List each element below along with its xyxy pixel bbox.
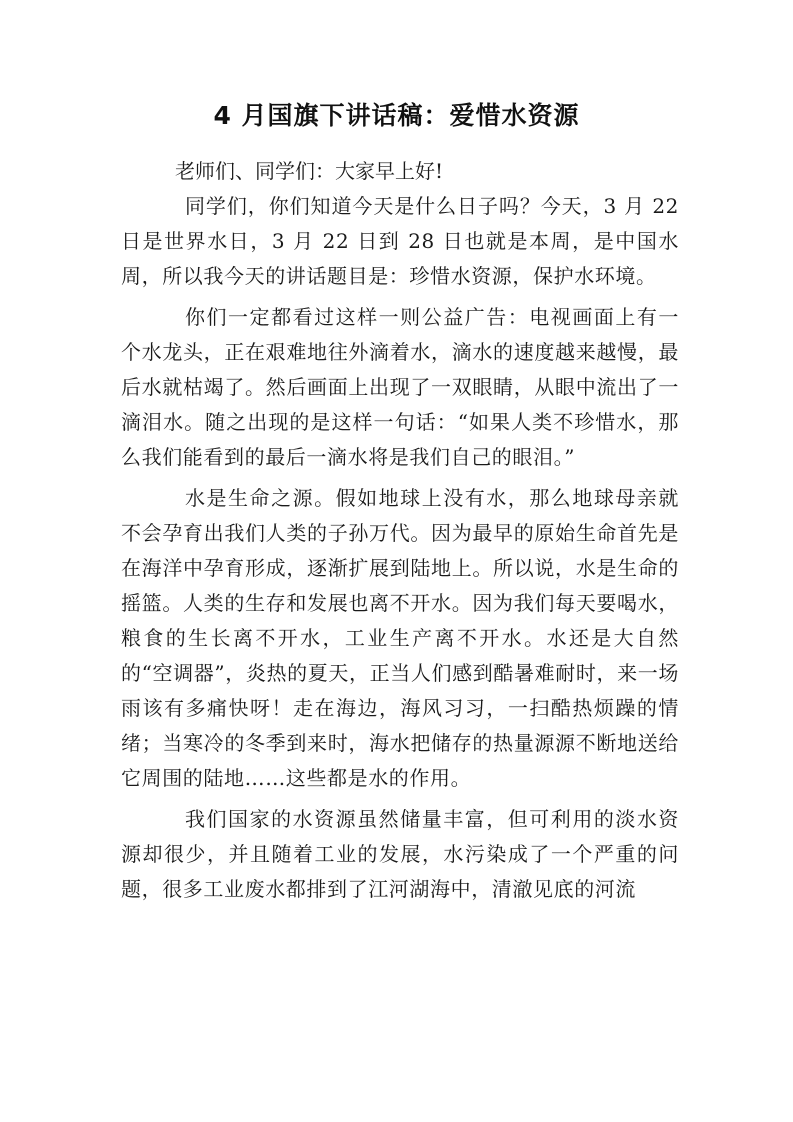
document-body	[121, 154, 679, 913]
paragraph-source-of-life: 水是生命之源。假如地球上没有水，那么地球母亲就不会孕育出我们人类的子孙万代。因为最早的原始生命首先是在海洋中孕育形成，逐渐扩展到陆地上。所以说，水是生命的摇篮。人类的生存和发展也离不开水。因为我们每天要喝水，粮食的生长离不开水，工业生产离不开水。水还是大自然的“空调器”，炎热的夏天，正当人们感到酷暑难耐时，来一场雨该有多痛快呀！走在海边，海风习习，一扫酷热烦躁的情绪；当寒冷的冬季到来时，海水把储存的热量源源不断地送给它周围的陆地……这些都是水的作用。	[121, 486, 679, 790]
paragraph-water-day: 同学们，你们知道今天是什么日子吗？今天，3 月 22 日是世界水日，3 月 22 日到 28 日也就是本周，是中国水周，所以我今天的讲话题目是：珍惜水资源，保护水环境。	[121, 194, 679, 288]
paragraph-water-resources: 我们国家的水资源虽然储量丰富，但可利用的淡水资源却很少，并且随着工业的发展，水污染成了一个严重的问题，很多工业废水都排到了江河湖海中，清澈见底的河流	[121, 807, 679, 901]
paragraph-public-ad: 你们一定都看过这样一则公益广告：电视画面上有一个水龙头，正在艰难地往外滴着水，滴水的速度越来越慢，最后水就枯竭了。然后画面上出现了一双眼睛，从眼中流出了一滴泪水。随之出现的是这样一句话：“如果人类不珍惜水，那么我们能看到的最后一滴水将是我们自己的眼泪。”	[121, 305, 679, 469]
document-title: 4 月国旗下讲话稿：爱惜水资源	[213, 101, 580, 130]
greeting-line: 老师们、同学们：大家早上好!	[175, 159, 444, 183]
